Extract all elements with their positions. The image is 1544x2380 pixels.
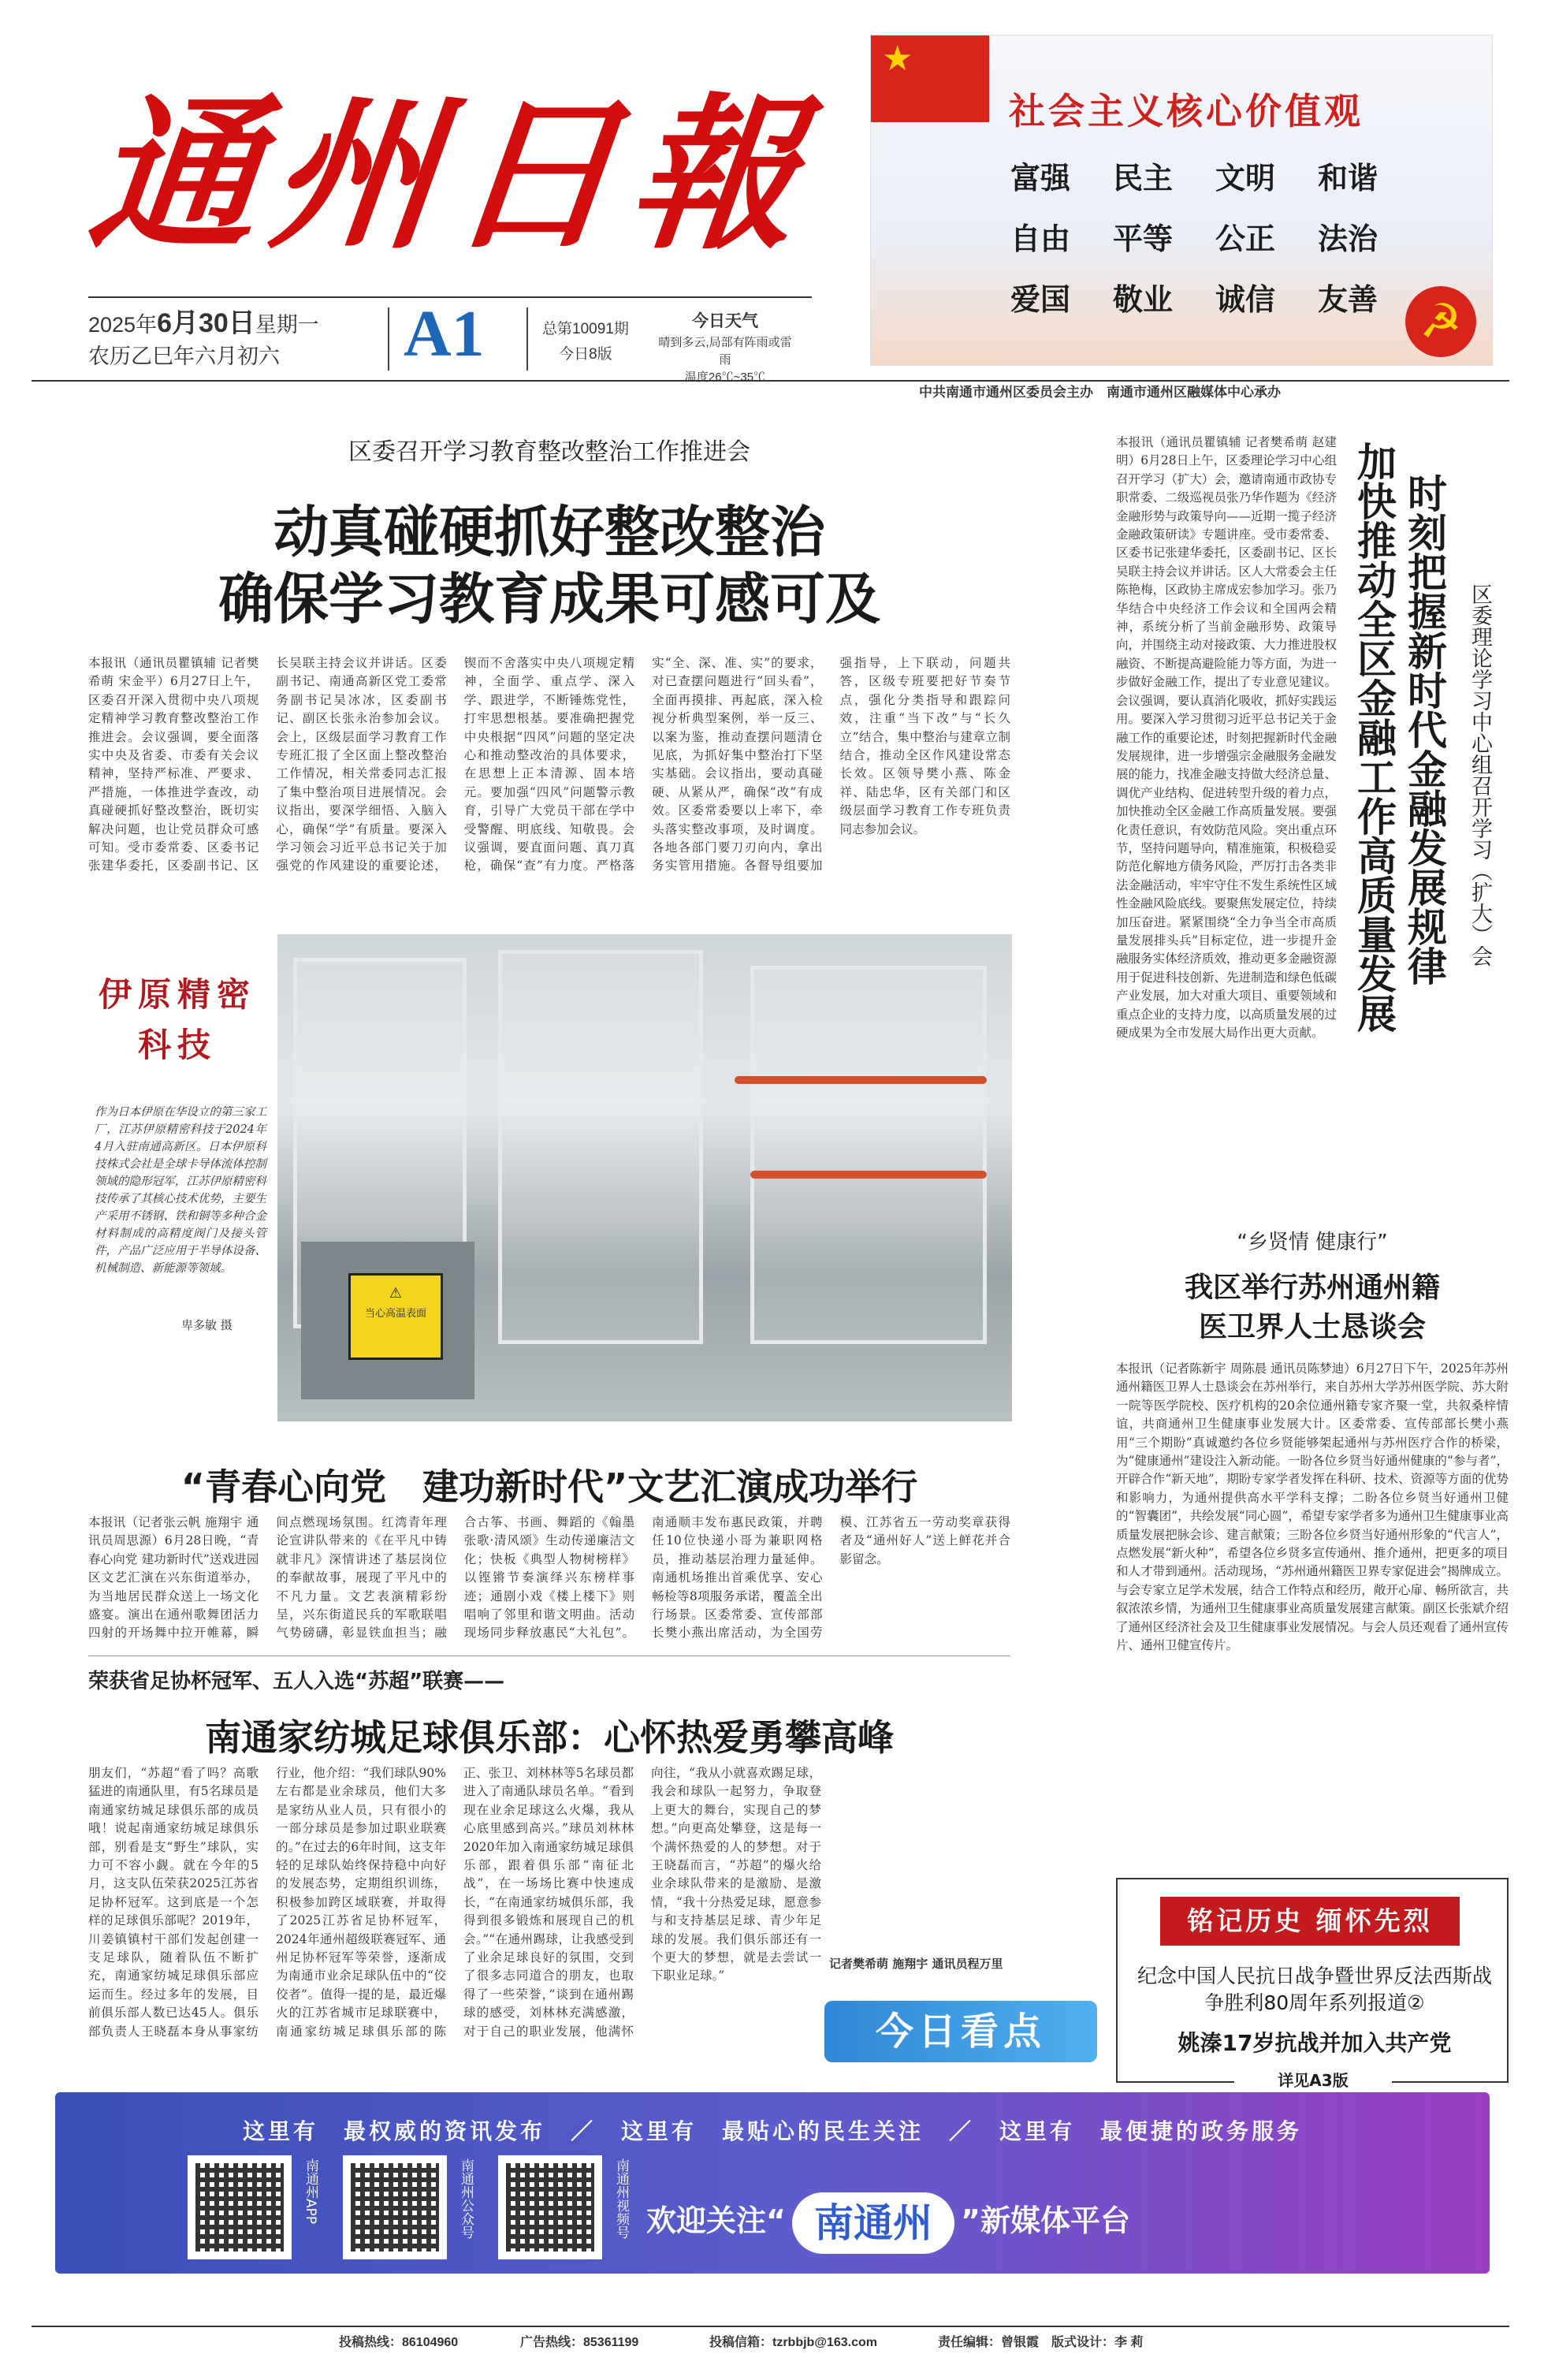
date-block xyxy=(88,307,319,372)
warning-sign-icon: ⚠ 当心高温表面 xyxy=(348,1273,443,1360)
forum-kicker: “乡贤情 健康行” xyxy=(1237,1231,1388,1254)
memorial-tag: 铭记历史 缅怀先烈 xyxy=(1160,1897,1460,1946)
welcome-text: 欢迎关注“ 南通州 ”新媒体平台 xyxy=(646,2183,1356,2259)
lead-headline-1: 动真碰硬抓好整改整治 xyxy=(273,500,825,564)
lead-kicker: 区委召开学习教育整改整治工作推进会 xyxy=(348,438,750,466)
lunar-date: 农历乙巳年六月初六 xyxy=(88,345,280,368)
core-value: 和谐 xyxy=(1317,161,1378,196)
weekday: 星期一 xyxy=(255,313,319,337)
forum-headline-2: 医卫界人士恳谈会 xyxy=(1198,1311,1426,1343)
core-value: 文明 xyxy=(1215,161,1275,196)
welcome-post: 新媒体平台 xyxy=(980,2203,1130,2238)
core-value: 敬业 xyxy=(1112,282,1173,317)
forum-headline-1: 我区举行苏州通州籍 xyxy=(1184,1272,1440,1304)
lead-body: 本报讯（通讯员瞿镇辅 记者樊希萌 宋金平）6月27日上午，区委召开深入贯彻中央八项规定精神学习教育整改整治工作推进会。会议强调，要全面落实中央及省委、市委有关会议精神，坚持严标准、严要求、严措施，一体推进学查改，动真碰硬抓好整改整治，既切实解决问题，也让党员群众可感可知。受市委常委、区委书记张建华委托，区委副书记、区长吴联主持会议并讲话。区委副书记、南通高新区党工委常务副书记吴冰冰，区委副书记、副区长张永治参加会议。会上，区级层面学习教育工作专班汇报了全区面上整改整治工作情况，相关常委同志汇报了集中整治项目进展情况。会议指出，要深学细悟、入脑入心，确保“学”有质量。要深入学习领会习近平总书记关于加强党的作风建设的重要论述，锲而不舍落实中央八项规定精神，全面学、重点学、深入学、跟进学，不断锤炼党性，打牢思想根基。要准确把握党中央根据“四风”问题的坚定决心和推动整改治的具体要求，在思想上正本清源、固本培元。要加强“四风”问题警示教育，引导广大党员干部在学中受警醒、明底线、知敬畏。会议强调，要直面问题、真刀真枪，确保“查”有力度。严格落实“全、深、准、实”的要求，对已查摆问题进行“回头看”，全面再摸排、再起底，深入检视分析典型案例，举一反三、以案为鉴，推动查摆问题清仓见底，为抓好集中整治打下坚实基础。会议指出，要动真碰硬、从紧从严，确保“改”有成效。区委常委要以上率下，牵头落实整改事项，及时调度。各地各部门要刀刃向内，拿出务实管用措施。各督导组要加强指导，上下联动，问题共答，区级专班要把好节奏节点，强化分类指导和跟踪问效，注重“当下改”与“长久立”结合，集中整治与建章立制结合，推动全区作风建设常态长效。区领导樊小燕、陈金祥、陆忠华，区有关部门和区级层面学习教育工作专班负责同志参加会议。 xyxy=(88,656,1010,873)
factory-photo xyxy=(277,934,1012,1421)
weather-desc: 晴到多云,局部有阵雨或雷雨 xyxy=(658,336,792,367)
core-value: 民主 xyxy=(1112,161,1173,196)
divider xyxy=(388,307,389,371)
welcome-brand: 南通州 xyxy=(792,2192,954,2254)
forum-body: 本报讯（记者陈新宇 周陈晨 通讯员陈梦迪）6月27日下午，2025年苏州通州籍医卫界人士恳谈会在苏州举行，来自苏州大学苏州医学院、苏大附一院等医学院校、医疗机构的20余位通州籍专家齐聚一堂，共叙桑梓情谊，共商通州卫生健康事业发展大计。区委常委、宣传部部长樊小燕用“三个期盼”真诚邀约各位乡贤能够架起通州与苏州医疗合作的桥梁，为“健康通州”建设注入新动能。一盼各位乡贤当好通州健康的“参与者”，开辟合作“新天地”，期盼专家学者发挥在科研、技术、资源等方面的优势和影响力，为通州提供高水平学科支撑；二盼各位乡贤当好通州卫健的“智囊团”，共绘发展“同心圆”，希望专家学者多为通州卫生健康事业高质量发展把脉会诊、建言献策；三盼各位乡贤当好通州形象的“代言人”，点燃发展“新火种”，希望各位乡贤多宣传通州、推介通州，把更多的项目和人才带到通州。活动现场，“苏州通州籍医卫界专家促进会”揭牌成立。与会专家立足学术发展，结合工作特点和经历，敞开心扉、畅所欲言，共叙浓浓乡情，为通州卫生健康事业高质量发展建言献策。副区长张斌介绍了通州区经济社会及卫生健康事业发展情况。与会人员还观看了通州宣传片、通州卫健宣传片。 xyxy=(1116,1361,1509,1653)
see-more-link[interactable]: 详见A3版 xyxy=(1234,2067,1392,2094)
today-highlights-badge: 今日看点 xyxy=(824,2001,1097,2062)
youth-body: 本报讯（记者张云帆 施翔宇 通讯员周思源）6月28日晚，“青春心向党 建功新时代”送戏进园区文艺汇演在兴东街道举办，为当地居民群众送上一场文化盛宴。演出在通州歌舞团活力四射的开场舞中拉开帷幕，瞬间点燃现场氛围。红湾青年理论宣讲队带来的《在平凡中铸就非凡》深情讲述了基层岗位的奉献故事，展现了平凡中的不凡力量。文艺表演精彩纷呈，兴东街道民兵的军歌联唱气势磅礴，彰显铁血担当；融合古筝、书画、舞蹈的《翰墨张歌·清风颂》生动传递廉洁文化；快板《典型人物树榜样》以铿锵节奏演绎兴东榜样事迹；通剧小戏《楼上楼下》则唱响了邻里和谐文明曲。活动现场同步释放惠民“大礼包”。南通顺丰发布惠民政策，并聘任10位快递小哥为兼职网格员，推动基层治理力量延伸。南通机场推出首乘优享、安心畅检等8项服务承诺，覆盖全出行场景。区委常委、宣传部部长樊小燕出席活动，为全国劳模、江苏省五一劳动奖章获得者及“通州好人”送上鲜花并合影留念。 xyxy=(88,1515,1010,1641)
core-value: 富强 xyxy=(1010,161,1070,196)
core-values-banner xyxy=(870,35,1493,366)
values-grid xyxy=(989,154,1399,318)
footer xyxy=(32,2326,1509,2357)
photo-credit: 卑多敏 摄 xyxy=(181,1318,233,1332)
core-value: 爱国 xyxy=(1010,282,1070,317)
footer-editor: 责任编辑：曾银霞 版式设计：李 莉 xyxy=(938,2336,1144,2349)
qr-code-icon[interactable] xyxy=(188,2155,292,2259)
page-number: A1 xyxy=(404,297,485,371)
core-value: 友善 xyxy=(1317,282,1378,317)
footer-tel: 投稿热线：86104960 xyxy=(339,2336,459,2349)
qr-label-video: 南通州视频号 xyxy=(613,2158,629,2239)
weather-title: 今日天气 xyxy=(692,312,758,330)
photo-caption: 作为日本伊原在华设立的第三家工厂，江苏伊原精密科技于2024年4月入驻南通高新区。日本伊原科技株式会社是全球卡导体流体控制领域的隐形冠军，江苏伊原精密科技传承了其核心技术优势，主要生产采用不锈钢、铁和铜等多种合金材料制成的高精度阀门及接头管件，产品广泛应用于半导体设备、机械制造、新能源等领域。 xyxy=(95,1106,266,1275)
banner-title: 社会主义核心价值观 xyxy=(1009,90,1364,132)
qr-label-official: 南通州公众号 xyxy=(458,2158,474,2239)
ad-slogan: 这里有 最权威的资讯发布 ／ 这里有 最贴心的民生关注 ／ 这里有 最便捷的政务服务 xyxy=(242,2118,1302,2144)
footer-ad-tel: 广告热线：85361199 xyxy=(520,2336,639,2349)
core-value: 公正 xyxy=(1215,222,1275,256)
core-value: 诚信 xyxy=(1215,282,1275,317)
pages-today: 今日8版 xyxy=(559,346,612,363)
issue-block xyxy=(542,317,629,367)
party-emblem-icon: ☭ xyxy=(1405,286,1476,357)
warning-sign-text: 当心高温表面 xyxy=(364,1308,426,1320)
divider xyxy=(526,307,528,371)
date-main: 6月30日 xyxy=(157,308,255,338)
right-headline-2: 加快推动全区金融工作高质量发展 xyxy=(1351,441,1397,1033)
football-headline: 南通家纺城足球俱乐部：心怀热爱勇攀高峰 xyxy=(205,1716,894,1759)
football-body: 朋友们，“苏超”看了吗？高歌猛进的南通队里，有5名球员是南通家纺城足球俱乐部的成员哦！说起南通家纺城足球俱乐部，别看是支“野生”球队，实力可不容小觑。就在今年的5月，这支队伍荣获2025江苏省足协杯冠军。这到底是一个怎样的足球俱乐部呢？2019年，川姜镇镇村干部们发起创建一支足球队，随着队伍不断扩充，南通家纺城足球俱乐部应运而生。经过多年的发展，目前俱乐部人数已达45人。俱乐部负责人王晓磊本身从事家纺行业，他介绍：“我们球队90%左右都是业余球员，他们大多是家纺从业人员，只有很小的一部分球员是参加过职业联赛的。”在过去的6年时间，这支年轻的足球队始终保持稳中向好的发展态势，定期组织训练，积极参加跨区域联赛，并取得了2025江苏省足协杯冠军，2024年通州超级联赛冠军、通州足协杯冠军等荣誉，逐渐成为南通市业余足球队伍中的“佼佼者”。值得一提的是，最近爆火的江苏省城市足球联赛中，南通家纺城足球俱乐部的陈正、张卫、刘林林等5名球员都进入了南通队球员名单。“看到现在业余足球这么火爆，我从心底里感到高兴。”球员刘林林2020年加入南通家纺城足球俱乐部，跟着俱乐部“南征北战”，在一场场比赛中快速成长，“在南通家纺城俱乐部，我得到很多锻炼和展现自己的机会。”“在通州踢球，让我感受到了业余足球良好的氛围，交到了很多志同道合的朋友，也取得了一些荣誉，”谈到在通州踢球的感受，刘林林充满感激，对于自己的职业发展，他满怀向往，“我从小就喜欢踢足球，我会和球队一起努力，争取登上更大的舞台，实现自己的梦想。”向更高处攀登，这是每一个满怀热爱的人的梦想。对于王晓磊而言，“苏超”的爆火给业余球队带来的是激励、是激情，“我十分热爱足球，愿意参与和支持基层足球、青少年足球的发展。我们俱乐部还有一个更大的梦想，就是去尝试一下职业足球。” xyxy=(88,1766,821,2039)
lead-headline-2: 确保学习教育成果可感可及 xyxy=(218,567,880,631)
sponsor-bar: 中共南通市通州区委员会主办 南通市通州区融媒体中心承办 xyxy=(32,380,1509,402)
welcome-pre: 欢迎关注 xyxy=(646,2203,767,2238)
right-body: 本报讯（通讯员瞿镇辅 记者樊希萌 赵建明）6月28日上午，区委理论学习中心组召开学习（扩大）会，邀请南通市政协专职常委、二级巡视员张乃华作题为《经济金融形势与政策导向——近期一揽子经济金融政策研读》专题讲座。受市委常委、区委书记张建华委托，区委副书记、区长吴联主持会议并讲话。区人大常委会主任陈艳梅，区政协主席成宏参加学习。张乃华结合中央经济工作会议和全国两会精神，系统分析了当前金融形势、政策导向，并围绕主动对接政策、大力推进股权融资、不断提高避险能力等方面，为进一步做好金融工作，提出了专业意见建议。会议强调，要认真消化吸收，抓好实践运用。要深入学习贯彻习近平总书记关于金融工作的重要论述，时刻把握新时代金融发展规律，进一步增强宗金融服务金融发展的能力，找准金融支持做大经济总量、调优产业结构、促进转型升级的着力点，加快推动全区金融工作高质量发展。要强化责任意识，有效防范风险。突出重点环节，坚持问题导向，精准施策，积极稳妥防范化解地方债务风险，严厉打击各类非法金融活动，牢牢守住不发生系统性区域性金融风险底线。要聚焦发展定位，持续加压奋进。紧紧围绕“全力争当全市高质量发展排头兵”目标定位，进一步提升金融服务实体经济质效，推动更多金融资源用于促进科技创新、先进制造和绿色低碳产业发展，加大对重大项目、重要领域和重点企业的支持力度，以高质量发展的过硬成果为全市发展大局作出更大贡献。 xyxy=(1116,435,1337,1040)
football-kicker: 荣获省足协杯冠军、五人入选“苏超”联赛—— xyxy=(88,1670,505,1693)
memorial-title: 姚溱17岁抗战并加入共产党 xyxy=(1178,2030,1452,2056)
weather-temp: 温度26℃~35℃ xyxy=(684,371,766,384)
football-byline: 记者樊希萌 施翔宇 通讯员程万里 xyxy=(829,1957,1003,1971)
qr-code-icon[interactable] xyxy=(343,2155,447,2259)
issue-number: 总第10091期 xyxy=(542,321,629,337)
memorial-series: 纪念中国人民抗日战争暨世界反法西斯战争胜利80周年系列报道② xyxy=(1137,1965,1492,2014)
media-ad-banner xyxy=(55,2092,1490,2274)
qr-label-app: 南通州APP xyxy=(303,2158,318,2225)
footer-mail: 投稿信箱：tzrbbjb@163.com xyxy=(709,2336,877,2349)
youth-headline: “青春心向党 建功新时代”文艺汇演成功举行 xyxy=(180,1466,918,1508)
core-value: 法治 xyxy=(1317,222,1378,256)
qr-code-icon[interactable] xyxy=(498,2155,602,2259)
masthead-logo: 通州日報 xyxy=(82,77,822,272)
weather-block xyxy=(654,309,796,386)
right-kicker: 区委理论学习中心组召开学习（扩大）会 xyxy=(1468,583,1492,967)
photo-title: 伊原精密科技 xyxy=(98,975,256,1064)
right-headline-1: 时刻把握新时代金融发展规律 xyxy=(1401,473,1447,985)
core-value: 自由 xyxy=(1010,222,1070,256)
core-value: 平等 xyxy=(1112,222,1173,256)
date-year: 2025年 xyxy=(88,313,158,337)
memorial-box xyxy=(1116,1878,1509,2083)
